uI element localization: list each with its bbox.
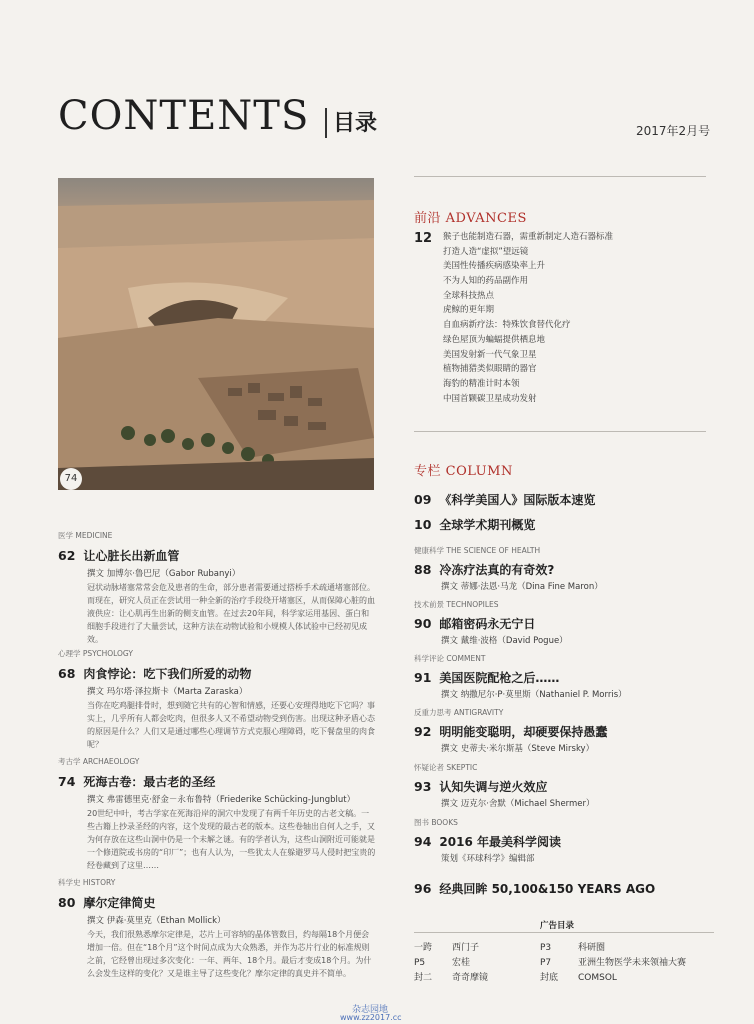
entry-title: 冷冻疗法真的有奇效? bbox=[439, 563, 555, 577]
advances-page: 12 bbox=[414, 231, 433, 246]
entry-title: 让心脏长出新血管 bbox=[83, 549, 180, 563]
entry-title: 全球学术期刊概览 bbox=[439, 518, 536, 532]
entry-page: 96 bbox=[414, 881, 432, 896]
entry-title: 认知失调与逆火效应 bbox=[439, 780, 548, 794]
ad-list-right bbox=[540, 940, 686, 983]
entry-page: 09 bbox=[414, 492, 432, 507]
entry-page: 80 bbox=[58, 895, 76, 910]
advances-item[interactable]: 美国发射新一代气象卫星 bbox=[443, 349, 537, 360]
divider-top bbox=[414, 176, 706, 177]
feature-entry-74[interactable] bbox=[58, 756, 376, 872]
entry-page: 88 bbox=[414, 562, 432, 577]
entry-page: 10 bbox=[414, 517, 432, 532]
ad-advertiser: 科研圈 bbox=[578, 943, 606, 953]
column-heading-en: COLUMN bbox=[445, 464, 513, 479]
entry-category: 考古学 ARCHAEOLOGY bbox=[58, 757, 140, 766]
entry-author: 撰文 戴维·波格（David Pogue） bbox=[441, 636, 568, 646]
advances-heading-cn: 前沿 bbox=[414, 211, 442, 226]
entry-category: 科学评论 COMMENT bbox=[414, 654, 486, 663]
advances-item[interactable]: 美国性传播疾病感染率上升 bbox=[443, 261, 546, 272]
entry-page: 91 bbox=[414, 670, 432, 685]
ad-position: P7 bbox=[540, 958, 552, 968]
entry-category: 怀疑论者 SKEPTIC bbox=[414, 763, 478, 772]
ad-advertiser: COMSOL bbox=[578, 973, 617, 983]
column-heading-cn: 专栏 bbox=[414, 464, 442, 479]
entry-page: 90 bbox=[414, 616, 432, 631]
title-divider bbox=[325, 108, 327, 138]
entry-author: 撰文 玛尔塔·泽拉斯卡（Marta Zaraska） bbox=[87, 687, 248, 697]
ad-row[interactable] bbox=[414, 955, 488, 968]
watermark-url[interactable]: www.zz2017.cc bbox=[340, 1013, 402, 1022]
contents-title-cn: 目录 bbox=[333, 111, 378, 136]
entry-title: 邮箱密码永无宁日 bbox=[439, 617, 536, 631]
advances-list bbox=[443, 230, 613, 406]
issue-date: 2017年2月号 bbox=[636, 124, 711, 138]
entry-title: 美国医院配枪之后…… bbox=[439, 671, 560, 685]
ad-list-left bbox=[414, 940, 488, 983]
entry-author: 撰文 纳撒尼尔·P·莫里斯（Nathaniel P. Morris） bbox=[441, 690, 627, 700]
ad-advertiser: 宏桂 bbox=[452, 958, 471, 968]
entry-description: 20世纪中叶，考古学家在死海沿岸的洞穴中发现了有两千年历史的古老文稿。一些古籍上抄录圣经的内容，这个发现的最古老的版本。这些卷轴出自何人之手，又为何存放在这些山洞中仍是一个未解之谜。有的学者认为，这些山洞附近可能就是一个修道院或书房的“印厂”；也有人认为，一些犹太人在躲避罗马人侵时把宝贵的经卷藏到了这里…… bbox=[87, 809, 376, 870]
entry-author: 撰文 史蒂夫·米尔斯基（Steve Mirsky） bbox=[441, 744, 595, 754]
column-entry-10[interactable] bbox=[414, 514, 535, 533]
advances-item[interactable]: 不为人知的药品副作用 bbox=[443, 276, 529, 287]
entry-page: 94 bbox=[414, 834, 432, 849]
entry-author: 撰文 伊森·莫里克（Ethan Mollick） bbox=[87, 916, 226, 926]
entry-title: 明明能变聪明，却硬要保持愚蠢 bbox=[439, 725, 608, 739]
entry-author: 撰文 迈克尔·舍默（Michael Shermer） bbox=[441, 799, 595, 809]
ad-position: 封二 bbox=[414, 973, 433, 983]
ad-row[interactable] bbox=[540, 955, 686, 968]
advances-item[interactable]: 打造人造“虚拟”望远镜 bbox=[443, 246, 529, 257]
ad-position: 一跨 bbox=[414, 943, 433, 953]
entry-description: 今天，我们很熟悉摩尔定律是，芯片上可容纳的晶体管数目，约每隔18个月便会增加一倍。但在“18个月”这个时间点成为大众熟悉，并作为芯片行业的标准规则之前，它经曾出现过多次变化：一年、两年、18个月。最后才变成18个月。为什么会发生这样的变化？又是谁主导了这些变化？摩尔定律的真史并不简单。 bbox=[87, 930, 372, 978]
photo-page-number: 74 bbox=[60, 468, 82, 490]
contents-title: CONTENTS bbox=[58, 93, 310, 139]
ad-advertiser: 奇奇摩镜 bbox=[452, 973, 489, 983]
ad-row[interactable] bbox=[414, 940, 488, 953]
ad-index-heading: 广告目录 bbox=[540, 921, 575, 931]
advances-item[interactable]: 自血病新疗法：特殊饮食替代化疗 bbox=[443, 320, 571, 331]
entry-title: 经典回眸 50,100&150 YEARS AGO bbox=[439, 882, 656, 896]
column-entry-93[interactable] bbox=[414, 762, 595, 809]
advances-item[interactable]: 绿色屋顶为蝙蝠提供栖息地 bbox=[443, 334, 546, 345]
ad-row[interactable] bbox=[540, 970, 686, 983]
ad-position: P5 bbox=[414, 958, 426, 968]
entry-description: 当你在吃鸡腿排骨时，想到随它共有的心智和情感，还要心安理得地吃下它吗？事实上，几乎所有人都会吃肉，但很多人又不希望动物受到伤害。出现这种矛盾心态的原因是什么？人们又是通过哪些心理调节方式克服心理障碍，吃下餐盘里的肉食呢？ bbox=[87, 701, 375, 749]
entry-page: 62 bbox=[58, 548, 76, 563]
column-entry-88[interactable] bbox=[414, 545, 603, 592]
ad-position: P3 bbox=[540, 943, 552, 953]
feature-entry-68[interactable] bbox=[58, 648, 376, 751]
entry-page: 92 bbox=[414, 724, 432, 739]
entry-category: 技术前景 TECHNOPILES bbox=[414, 600, 499, 609]
entry-category: 医学 MEDICINE bbox=[58, 531, 113, 540]
column-entry-09[interactable] bbox=[414, 489, 595, 508]
advances-item[interactable]: 海豹的精准计时本领 bbox=[443, 378, 520, 389]
advances-item[interactable]: 虎鲸的更年期 bbox=[443, 305, 495, 316]
column-entry-91[interactable] bbox=[414, 653, 627, 700]
ad-advertiser: 西门子 bbox=[452, 943, 480, 953]
entry-title: 摩尔定律简史 bbox=[83, 896, 156, 910]
entry-title: 死海古卷：最古老的圣经 bbox=[83, 775, 216, 789]
entry-category: 反重力思考 ANTIGRAVITY bbox=[414, 708, 504, 717]
ad-position: 封底 bbox=[540, 973, 559, 983]
column-heading bbox=[414, 460, 513, 479]
watermark-title: 杂志园地 bbox=[352, 1005, 389, 1015]
advances-heading bbox=[414, 207, 527, 226]
entry-category: 心理学 PSYCHOLOGY bbox=[58, 649, 133, 658]
entry-page: 74 bbox=[58, 774, 76, 789]
entry-author: 撰文 弗雷德里克·舒金－永布鲁特（Friederike Schücking-Jungblut） bbox=[87, 795, 356, 805]
ad-advertiser: 亚洲生物医学未来领袖大赛 bbox=[578, 958, 687, 968]
ad-index-divider bbox=[414, 932, 714, 933]
entry-author: 撰文 加博尔·鲁巴尼（Gabor Rubanyi） bbox=[87, 569, 241, 579]
advances-item[interactable]: 中国首颗碳卫星成功发射 bbox=[443, 393, 537, 404]
ad-row[interactable] bbox=[414, 970, 488, 983]
column-entry-92[interactable] bbox=[414, 707, 607, 754]
entry-page: 93 bbox=[414, 779, 432, 794]
entry-category: 图书 BOOKS bbox=[414, 818, 458, 827]
column-entry-96[interactable] bbox=[414, 878, 655, 897]
entry-title: 2016 年最美科学阅读 bbox=[439, 835, 561, 849]
entry-page: 68 bbox=[58, 666, 76, 681]
feature-entry-62[interactable] bbox=[58, 530, 376, 646]
advances-item[interactable]: 猴子也能制造石器，需重新制定人造石器标准 bbox=[443, 232, 614, 242]
advances-item[interactable]: 全球科技热点 bbox=[443, 290, 495, 301]
column-entry-94[interactable] bbox=[414, 817, 561, 864]
entry-title: 肉食悖论：吃下我们所爱的动物 bbox=[83, 667, 252, 681]
entry-category: 健康科学 THE SCIENCE OF HEALTH bbox=[414, 546, 541, 555]
entry-author: 策划《环球科学》编辑部 bbox=[441, 854, 535, 864]
cover-photo-dead-sea-ruins bbox=[58, 178, 374, 490]
advances-item[interactable]: 植物捕猎类似眼睛的器官 bbox=[443, 364, 537, 375]
column-entry-90[interactable] bbox=[414, 599, 568, 646]
entry-author: 撰文 蒂娜·法恩·马龙（Dina Fine Maron） bbox=[441, 582, 603, 592]
entry-category: 科学史 HISTORY bbox=[58, 878, 116, 887]
ad-row[interactable] bbox=[540, 940, 686, 953]
feature-entry-80[interactable] bbox=[58, 877, 376, 980]
advances-heading-en: ADVANCES bbox=[445, 211, 527, 226]
entry-description: 冠状动脉堵塞常常会危及患者的生命，部分患者需要通过搭桥手术疏通堵塞部位。而现在，研究人员正在尝试用一种全新的治疗手段绕开堵塞区，从而保障心脏的血液供应：让心肌再生出新的侧支血管。在过去20年间，科学家运用基因、蛋白和细胞手段进行了大量尝试，这种方法在动物试验和小规模人体试验中已经初见成效。 bbox=[87, 583, 375, 644]
divider-middle bbox=[414, 431, 706, 432]
entry-title: 《科学美国人》国际版本速览 bbox=[439, 493, 596, 507]
